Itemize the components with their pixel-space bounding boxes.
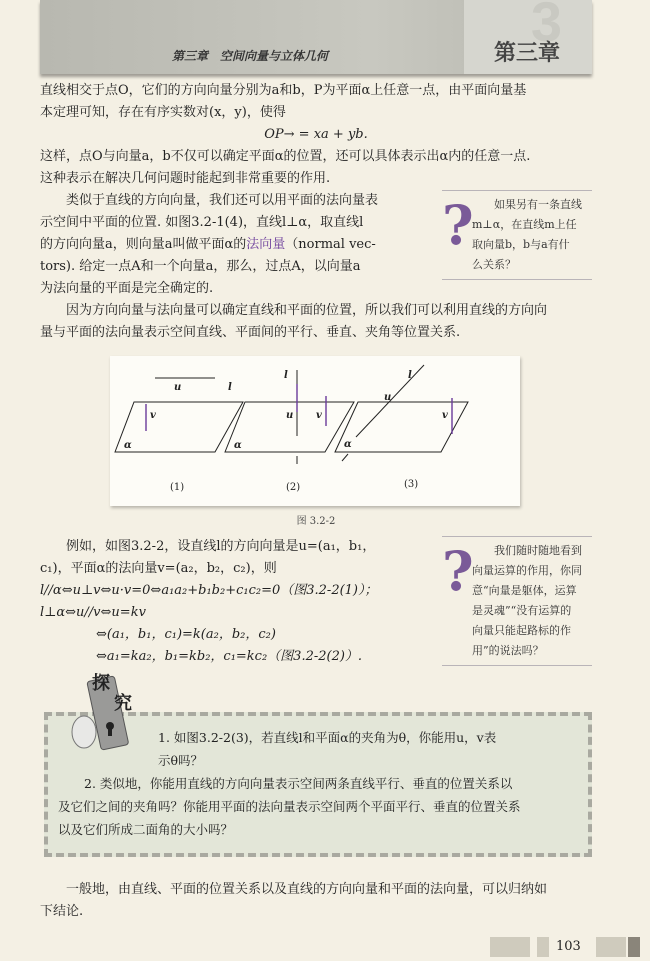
paragraph-1 [40, 80, 592, 190]
line-l-3-below [342, 454, 348, 461]
paragraph-3 [40, 300, 592, 344]
text-line: 为法向量的平面是完全确定的. [40, 281, 214, 296]
explore-keyhole-icon [66, 674, 136, 754]
label-v: v [442, 410, 448, 421]
explore-title: 探 [92, 673, 110, 694]
page-footer [40, 937, 592, 961]
text-line: c₁)，平面α的法向量v=(a₂，b₂，c₂)，则 [40, 561, 277, 576]
paragraph-2 [40, 190, 432, 300]
text-line: 的方向向量a，则向量a叫做平面α的 [40, 237, 247, 252]
text-line: 这样，点O与向量a，b不仅可以确定平面α的位置，还可以具体表示出α内的任意一点. [40, 149, 531, 164]
side-note-1 [442, 190, 592, 280]
label-v: v [316, 410, 322, 421]
formula-line: ⇔(a₁，b₁，c₁)=k(a₂，b₂，c₂) [96, 627, 276, 642]
text-line: （normal vec- [285, 237, 376, 252]
subfigure-label: (3) [404, 479, 419, 490]
question-1: 1. 如图3.2-2(3)，若直线l和平面α的夹角为θ，你能用u，v表 [158, 730, 497, 745]
chapter-subtitle: 第三章 空间向量与立体几何 [172, 49, 329, 63]
figure-caption: 图 3.2-2 [296, 516, 336, 527]
page-content [40, 0, 592, 961]
question-2-cont: 及它们之间的夹角吗？你能用平面的法向量表示空间两个平面平行、垂直的位置关系 [58, 799, 521, 814]
question-mark-icon: ? [442, 539, 474, 603]
side-note-text [472, 541, 592, 661]
note-line: 向量只能起路标的作 [472, 624, 571, 637]
label-v: v [150, 410, 156, 421]
question-2: 2. 类似地，你能用直线的方向向量表示空间两条直线平行、垂直的位置关系以 [84, 776, 513, 791]
figure-3-2-2 [110, 356, 520, 506]
side-note-text [472, 195, 592, 275]
formula-line: ⇔a₁=ka₂，b₁=kb₂，c₁=kc₂（图3.2-2(2)）. [96, 649, 363, 664]
label-l: l [284, 370, 288, 381]
label-u: u [384, 392, 392, 403]
chapter-number-watermark: 3 [530, 0, 562, 53]
text-line: 因为方向向量与法向量可以确定直线和平面的位置，所以我们可以利用直线的方向向 [66, 303, 548, 318]
note-line: 么关系？ [472, 258, 516, 271]
side-note-2 [442, 536, 592, 666]
text-line: tors). 给定一点A和一个向量a，那么，过点A，以向量a [40, 259, 361, 274]
label-u: u [174, 382, 182, 393]
label-alpha: α [124, 440, 132, 451]
question-1-cont: 示θ吗？ [158, 753, 204, 768]
formula: OP→ = xa + yb. [264, 127, 368, 142]
label-u: u [286, 410, 294, 421]
label-l: l [408, 370, 412, 381]
page-number: 103 [556, 939, 581, 954]
note-line: 是灵魂”“没有运算的 [472, 604, 572, 617]
footer-bar [490, 937, 530, 957]
explore-title: 究 [114, 693, 132, 714]
text-line: 类似于直线的方向向量，我们还可以用平面的法向量表 [66, 193, 379, 208]
plane-3 [335, 402, 468, 452]
formula-line: l//α⇔u⊥v⇔u·v=0⇔a₁a₂+b₁b₂+c₁c₂=0（图3.2-2(1)）； [40, 583, 378, 598]
note-line: 用”的说法吗？ [472, 644, 544, 657]
plane-1 [115, 402, 243, 452]
figure-svg [110, 356, 520, 506]
label-l: l [228, 382, 232, 393]
label-alpha: α [344, 439, 352, 450]
explore-questions [58, 726, 578, 841]
note-line: 如果另有一条直线 [494, 198, 582, 211]
explore-section [44, 673, 592, 857]
footer-bar [596, 937, 626, 957]
question-2-cont: 以及它们所成二面角的大小吗？ [58, 822, 234, 837]
text-line: 量与平面的法向量表示空间直线、平面间的平行、垂直、夹角等位置关系. [40, 325, 461, 340]
text-line: 示空间中平面的位置. 如图3.2-1(4)，直线l⊥α，取直线l [40, 215, 364, 230]
text-line: 这种表示在解决几何问题时能起到非常重要的作用. [40, 171, 331, 186]
subfigure-label: (1) [170, 482, 185, 493]
example-row [40, 536, 592, 668]
paragraph-2-row [40, 190, 592, 300]
text-line: 例如，如图3.2-2，设直线l的方向向量是u=(a₁，b₁， [66, 539, 376, 554]
note-line: 向量运算的作用，你同 [472, 564, 582, 577]
example-paragraph [40, 536, 432, 668]
text-line: 本定理可知，存在有序实数对(x，y)，使得 [40, 105, 286, 120]
note-line: m⊥α，在直线m上任 [472, 218, 577, 231]
chapter-title: 第三章 [493, 40, 560, 65]
text-line: 直线相交于点O，它们的方向向量分别为a和b，P为平面α上任意一点，由平面向量基 [40, 83, 527, 98]
note-line: 取向量b，b与a有什 [472, 238, 570, 251]
text-line: 一般地，由直线、平面的位置关系以及直线的方向向量和平面的法向量，可以归纳如 [66, 882, 548, 897]
note-line: 意“向量是躯体，运算 [472, 584, 577, 597]
note-line: 我们随时随地看到 [494, 544, 582, 557]
subfigure-label: (2) [286, 482, 301, 493]
footer-bar [537, 937, 549, 957]
conclusion-paragraph [40, 879, 592, 923]
label-alpha: α [234, 440, 242, 451]
formula-line: l⊥α⇔u//v⇔u=kv [40, 605, 146, 620]
question-mark-icon: ? [442, 193, 474, 257]
footer-bar [628, 937, 640, 957]
term-normal-vector: 法向量 [246, 237, 286, 252]
text-line: 下结论. [40, 904, 84, 919]
